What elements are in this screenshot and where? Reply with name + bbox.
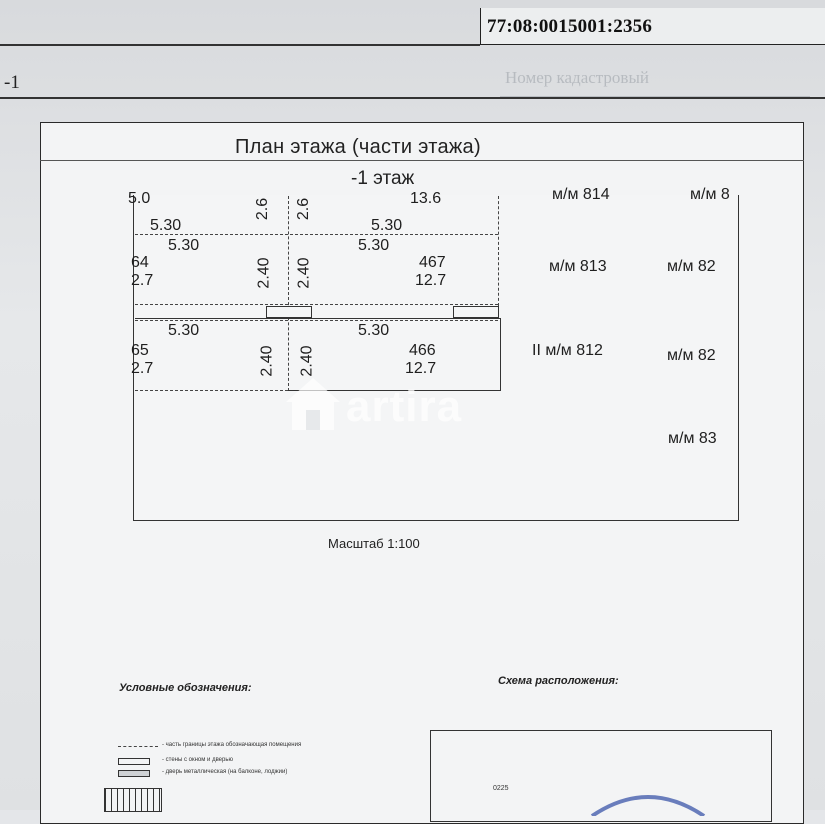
room-area: 2.7: [131, 272, 154, 289]
room-number: 467: [419, 254, 446, 271]
ghost-row-line: [500, 96, 810, 97]
grid-line-vertical: [498, 196, 499, 306]
wall-line: [500, 318, 501, 391]
dimension-label: 5.30: [168, 237, 200, 254]
legend-hatch-swatch: [104, 788, 162, 812]
legend-item: - стены с окном и дверью: [162, 757, 233, 763]
legend-item: - дверь металлическая (на балконе, лоджии): [162, 769, 288, 775]
parking-label: м/м 82: [667, 258, 716, 275]
room-number: 64: [131, 254, 149, 271]
cut-label: 5.0: [128, 190, 151, 207]
sheet-title: План этажа (части этажа): [235, 136, 481, 158]
scale-label: Масштаб 1:100: [328, 536, 420, 551]
legend-swatch: [118, 746, 158, 747]
parking-label: II м/м 812: [532, 342, 603, 359]
header-rule-bottom: [0, 97, 825, 99]
cut-label: 13.6: [410, 190, 442, 207]
grid-line-horizontal: [135, 320, 498, 321]
parking-label: м/м 8: [690, 186, 730, 203]
legend-item: - часть границы этажа обозначающая помещения: [162, 742, 302, 748]
dimension-label: 5.30: [358, 322, 390, 339]
floor-label: -1 этаж: [351, 168, 415, 189]
grid-line-horizontal: [135, 234, 498, 235]
dimension-label: 5.30: [150, 217, 182, 234]
title-rule: [40, 160, 804, 161]
document-header: [0, 0, 825, 100]
vertical-dimension: 2.40: [255, 257, 273, 289]
scheme-id: 0225: [493, 785, 509, 792]
ghost-text: Номер кадастровый: [505, 68, 649, 87]
dimension-label: 5.30: [371, 217, 403, 234]
parking-label: м/м 83: [668, 430, 717, 447]
vertical-dimension: 2.6: [295, 197, 313, 221]
cadastral-number: 77:08:0015001:2356: [487, 16, 653, 37]
door-symbol: [453, 306, 499, 318]
parking-label: м/м 82: [667, 347, 716, 364]
watermark-text: artira: [346, 382, 463, 431]
stamp-arc-icon: [588, 786, 708, 816]
room-number: 65: [131, 342, 149, 359]
legend-swatch: [118, 758, 150, 765]
wall-line: [135, 318, 500, 319]
door-symbol: [266, 306, 312, 318]
legend-swatch: [118, 770, 150, 777]
grid-line-vertical: [288, 196, 289, 391]
parking-label: м/м 813: [549, 258, 607, 275]
parking-label: м/м 814: [552, 186, 610, 203]
watermark-house-icon: [282, 372, 344, 436]
dimension-label: 5.30: [358, 237, 390, 254]
floor-plan-drawing: [133, 195, 739, 521]
room-area: 12.7: [415, 272, 447, 289]
header-rule-top: [0, 44, 480, 46]
room-area: 12.7: [405, 360, 437, 377]
grid-line-horizontal: [135, 304, 498, 305]
dimension-label: 5.30: [168, 322, 200, 339]
legend-title: Условные обозначения:: [119, 682, 252, 694]
floor-tag: -1: [4, 72, 20, 93]
vertical-dimension: 2.6: [254, 197, 272, 221]
vertical-dimension: 2.40: [298, 345, 316, 377]
vertical-dimension: 2.40: [295, 257, 313, 289]
room-number: 466: [409, 342, 436, 359]
vertical-dimension: 2.40: [258, 345, 276, 377]
scheme-title: Схема расположения:: [498, 675, 619, 687]
grid-line-horizontal: [135, 390, 288, 391]
room-area: 2.7: [131, 360, 154, 377]
